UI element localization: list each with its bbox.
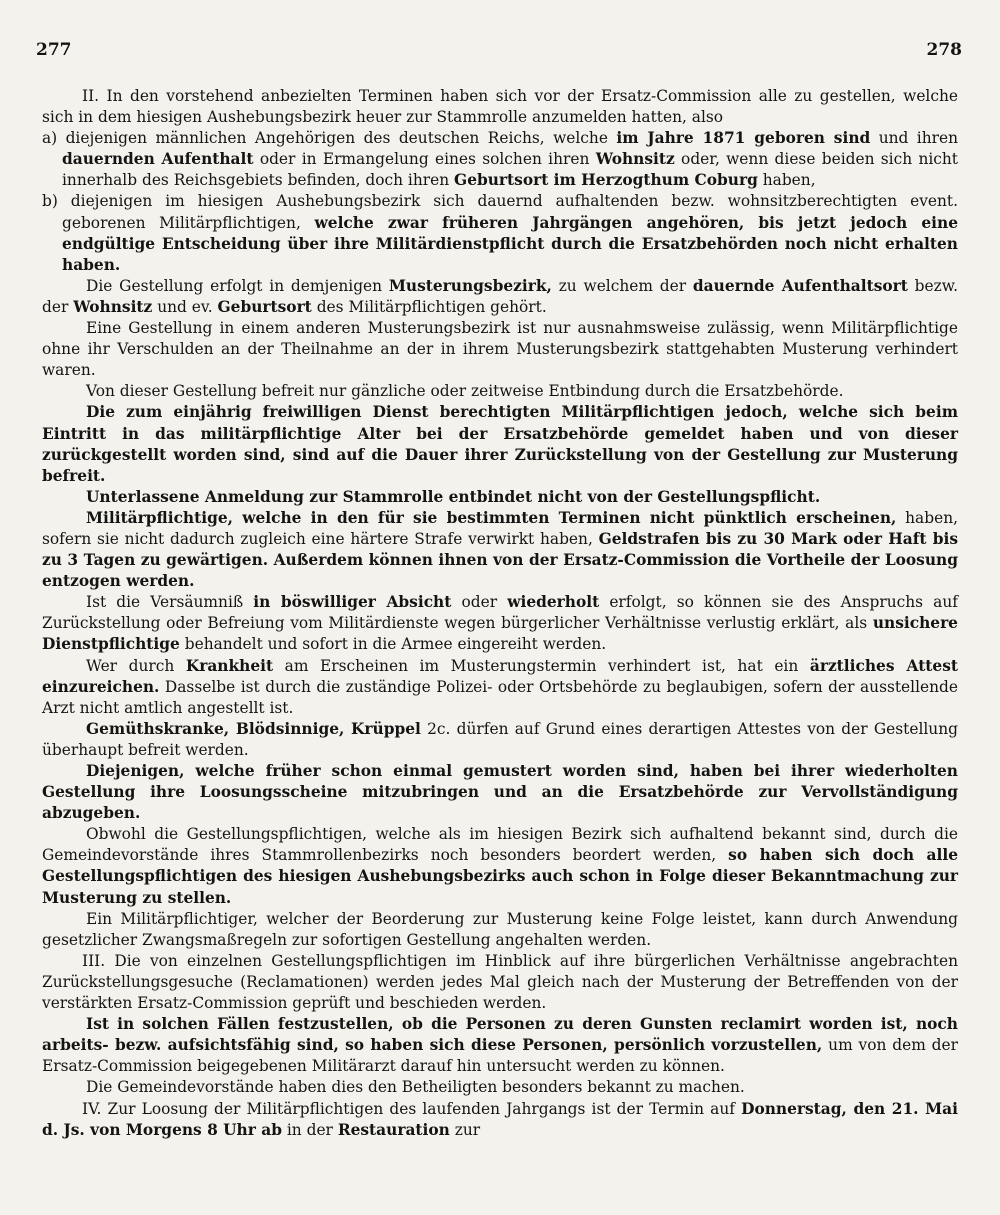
paragraph-repeat-muster: Diejenigen, welche früher schon einmal gemustert worden sind, haben bei ihrer wiederholten Gestellung ihre Loosungsscheine mitzubringen und an die Ersatzbehörde zur Vervollständigung abzugeben.: [42, 762, 958, 823]
section-III: III. Die von einzelnen Gestellungspflichtigen im Hinblick auf ihre bürgerlichen Verhältnisse angebrachten Zurückstellungsgesuche (Reclamationen) werden jedes Mal gleich nach der Musterung der Betreffenden von der verstärkten Ersatz-Commission geprüft und beschieden werden.: [42, 951, 958, 1013]
paragraph-negligence: Ist die Versäumniß in böswilliger Absicht oder wiederholt erfolgt, so können sie des Anspruchs auf Zurückstellung oder Befreiung vom Militärdienste wegen bürgerlicher Verhältnisse verlustig erklärt, als unsichere Dienstpflichtige behandelt und sofort in die Armee eingereiht werden.: [42, 593, 958, 654]
list-item-a: a) diejenigen männlichen Angehörigen des deutschen Reichs, welche im Jahre 1871 geboren sind und ihren dauernden Aufenthalt oder in Ermangelung eines solchen ihren Wohnsitz oder, wenn diese beiden sich nicht innerhalb des Reichsgebiets befinden, doch ihren Geburtsort im Herzogthum Coburg haben,: [42, 129, 958, 190]
list-item-b: b) diejenigen im hiesigen Aushebungsbezirk sich dauernd aufhaltenden bezw. wohnsitzberechtigten event. geborenen Militärpflichtigen, welche zwar früheren Jahrgängen angehören, bis jetzt jedoch eine endgültige Entscheidung über ihre Militärdienstpflicht durch die Ersatzbehörden noch nicht erhalten haben.: [42, 192, 958, 274]
section-IV: IV. Zur Loosung der Militärpflichtigen des laufenden Jahrgangs ist der Termin auf Donnerstag, den 21. Mai d. Js. von Morgens 8 Uhr ab in der Restauration zur: [42, 1099, 958, 1139]
paragraph-one-year-volunteers: Die zum einjährig freiwilligen Dienst berechtigten Militärpflichtigen jedoch, welche sich beim Eintritt in das militärpflichtige Alter bei der Ersatzbehörde gemeldet haben und von dieser zurückgestellt worden sind, sind auf die Dauer ihrer Zurückstellung von der Gestellung zur Musterung befreit.: [42, 403, 958, 485]
section-II-intro: II. In den vorstehend anbezielten Terminen haben sich vor der Ersatz-Commission alle zu gestellen, welche sich in dem hiesigen Aushebungsbezirk heuer zur Stammrolle anzumelden hatten, also: [42, 87, 958, 127]
page-number-left: 277: [36, 40, 72, 60]
page-number-right: 278: [926, 40, 962, 60]
paragraph-illness: Wer durch Krankheit am Erscheinen im Musterungstermin verhindert ist, hat ein ärztliches Attest einzureichen. Dasselbe ist durch die zuständige Polizei- oder Ortsbehörde zu beglaubigen, sofern der ausstellende Arzt nicht amtlich angestellt ist.: [42, 656, 958, 717]
paragraph-other-district: Eine Gestellung in einem anderen Musterungsbezirk ist nur ausnahmsweise zulässig, wenn Militärpflichtige ohne ihr Verschulden an der Theilnahme an der in ihrem Musterungsbezirk stattgehabten Musterung verhindert waren.: [42, 319, 958, 380]
document-body: [42, 86, 958, 1141]
paragraph-obligation: Obwohl die Gestellungspflichtigen, welche als im hiesigen Bezirk sich aufhaltend bekannt sind, durch die Gemeindevorstände ihres Stammrollenbezirks noch besonders beordert werden, so haben sich doch alle Gestellungspflichtigen des hiesigen Aushebungsbezirks auch schon in Folge dieser Bekanntmachung zur Musterung zu stellen.: [42, 825, 958, 907]
paragraph-musterungsbezirk: Die Gestellung erfolgt in demjenigen Musterungsbezirk, zu welchem der dauernde Aufenthaltsort bezw. der Wohnsitz und ev. Geburtsort des Militärpflichtigen gehört.: [42, 276, 958, 316]
paragraph-disabled: Gemüthskranke, Blödsinnige, Krüppel 2c. dürfen auf Grund eines derartigen Attestes von der Gestellung überhaupt befreit werden.: [42, 719, 958, 759]
paragraph-penalties: Militärpflichtige, welche in den für sie bestimmten Terminen nicht pünktlich erscheinen, haben, sofern sie nicht dadurch zugleich eine härtere Strafe verwirkt haben, Geldstrafen bis zu 30 Mark oder Haft bis zu 3 Tagen zu gewärtigen. Außerdem können ihnen von der Ersatz-Commission die Vortheile der Loosung entzogen werden.: [42, 508, 958, 591]
paragraph-notice: Die Gemeindevorstände haben dies den Betheiligten besonders bekannt zu machen.: [86, 1078, 745, 1097]
paragraph-exemption: Von dieser Gestellung befreit nur gänzliche oder zeitweise Entbindung durch die Ersatzbehörde.: [86, 382, 844, 401]
paragraph-registration: Unterlassene Anmeldung zur Stammrolle entbindet nicht von der Gestellungspflicht.: [86, 487, 821, 506]
paragraph-enforcement: Ein Militärpflichtiger, welcher der Beorderung zur Musterung keine Folge leistet, kann durch Anwendung gesetzlicher Zwangsmaßregeln zur sofortigen Gestellung angehalten werden.: [42, 909, 958, 949]
paragraph-reclamation: Ist in solchen Fällen festzustellen, ob die Personen zu deren Gunsten reclamirt worden ist, noch arbeits- bezw. aufsichtsfähig sind, so haben sich diese Personen, persönlich vorzustellen, um von dem der Ersatz-Commission beigegebenen Militärarzt darauf hin untersucht werden zu können.: [42, 1015, 958, 1076]
